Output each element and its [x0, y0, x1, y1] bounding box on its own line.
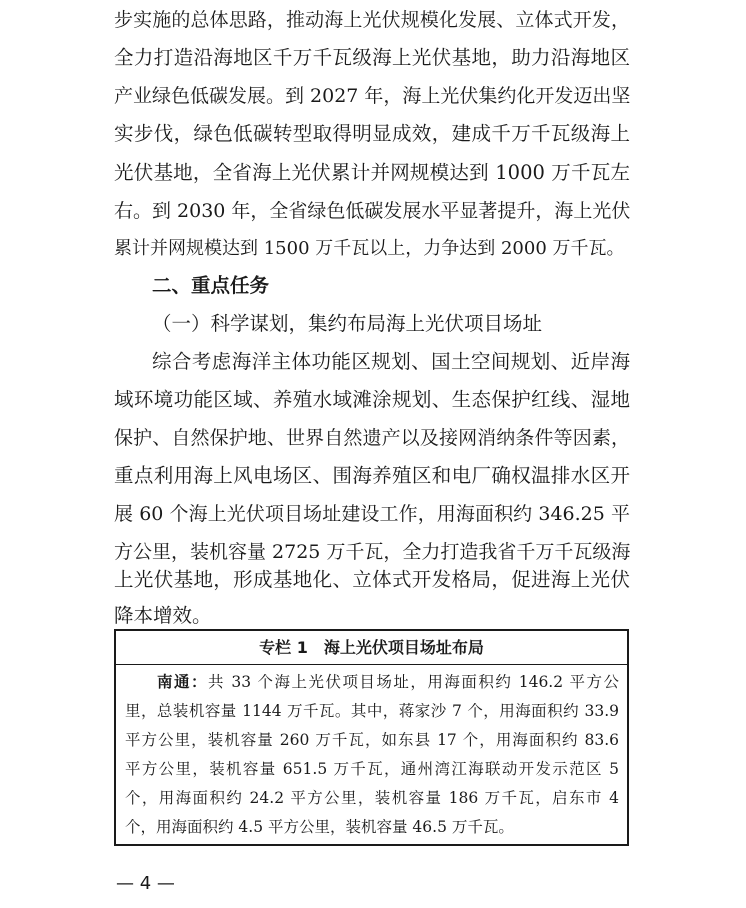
box-text-line: 平方公里，装机容量 651.5 万千瓦，通州湾江海联动开发示范区 5 — [125, 760, 619, 778]
text-line: 重点利用海上风电场区、围海养殖区和电厂确权温排水区开 — [114, 464, 630, 487]
text-line: 上光伏基地，形成基地化、立体式开发格局，促进海上光伏 — [114, 568, 630, 591]
text-line: 步实施的总体思路，推动海上光伏规模化发展、立体式开发， — [114, 9, 630, 31]
page-number: — 4 — — [116, 873, 175, 894]
text-line: 保护、自然保护地、世界自然遗产以及接网消纳条件等因素， — [114, 427, 630, 449]
box-text: 共 33 个海上光伏项目场址，用海面积约 146.2 平方公 — [207, 673, 619, 691]
feature-box-title: 专栏 1 海上光伏项目场址布局 — [116, 631, 627, 665]
box-text-line: 个，用海面积约 24.2 平方公里，装机容量 186 万千瓦，启东市 4 — [125, 789, 619, 807]
text-line: 综合考虑海洋主体功能区规划、国土空间规划、近岸海 — [152, 350, 630, 373]
text-line: 累计并网规模达到 1500 万千瓦以上，力争达到 2000 万千瓦。 — [114, 238, 625, 259]
text-line: 降本增效。 — [114, 604, 212, 627]
subsection-heading: （一）科学谋划，集约布局海上光伏项目场址 — [152, 312, 543, 335]
feature-box — [114, 629, 629, 846]
text-line: 右。到 2030 年，全省绿色低碳发展水平显著提升，海上光伏 — [114, 200, 631, 222]
box-text-line: 里，总装机容量 1144 万千瓦。其中，蒋家沙 7 个，用海面积约 33.9 — [125, 702, 619, 720]
region-label: 南通： — [157, 672, 208, 691]
text-line: 产业绿色低碳发展。到 2027 年，海上光伏集约化开发迈出坚 — [114, 85, 631, 107]
text-line: 全力打造沿海地区千万千瓦级海上光伏基地，助力沿海地区 — [114, 46, 630, 69]
text-line: 域环境功能区域、养殖水域滩涂规划、生态保护红线、湿地 — [114, 388, 630, 411]
text-line: 方公里，装机容量 2725 万千瓦，全力打造我省千万千瓦级海 — [114, 541, 631, 563]
box-text-line: 平方公里，装机容量 260 万千瓦，如东县 17 个，用海面积约 83.6 — [125, 731, 619, 749]
section-heading: 二、重点任务 — [152, 274, 270, 297]
box-text-line — [157, 672, 619, 692]
box-text-line: 个，用海面积约 4.5 平方公里，装机容量 46.5 万千瓦。 — [125, 818, 514, 836]
text-line: 光伏基地，全省海上光伏累计并网规模达到 1000 万千瓦左 — [114, 161, 630, 184]
text-line: 展 60 个海上光伏项目场址建设工作，用海面积约 346.25 平 — [114, 503, 630, 525]
text-line: 实步伐，绿色低碳转型取得明显成效，建成千万千瓦级海上 — [114, 122, 630, 145]
